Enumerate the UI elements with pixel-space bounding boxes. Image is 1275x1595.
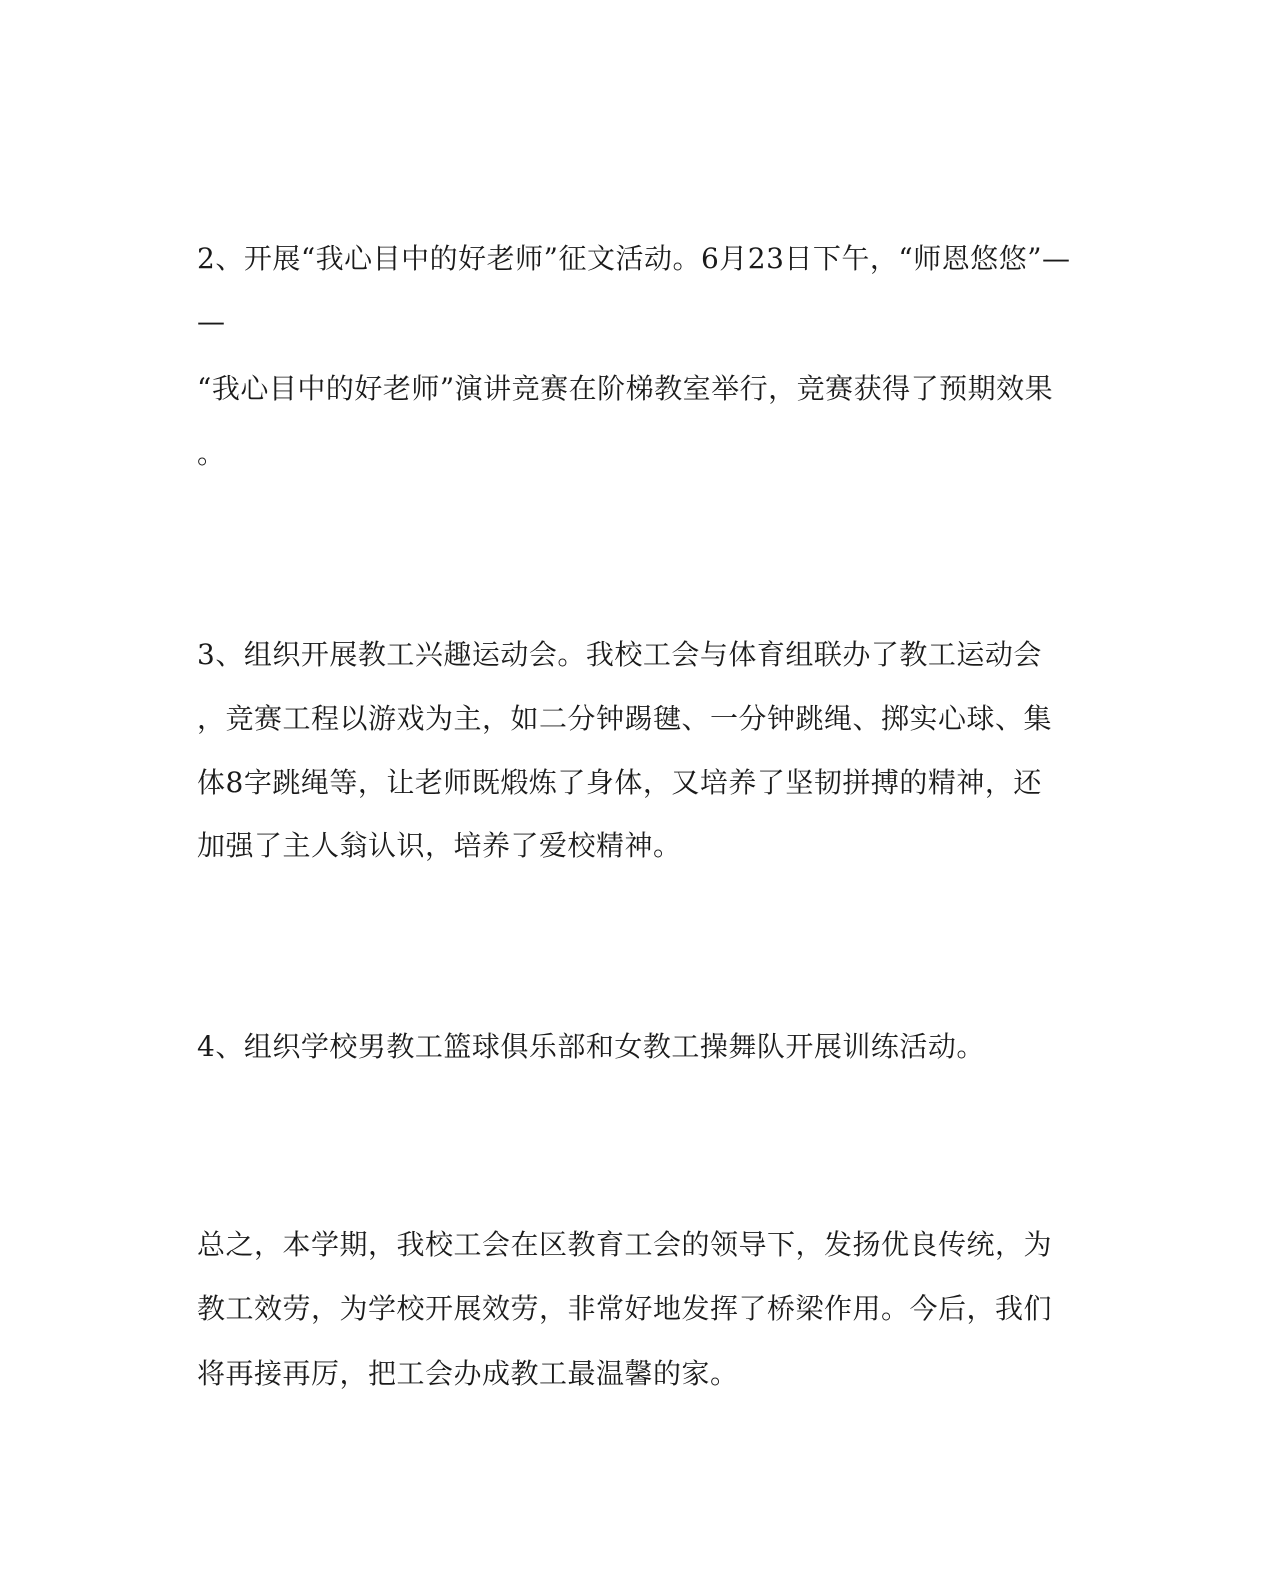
- text-line: 4、组织学校男教工篮球俱乐部和女教工操舞队开展训练活动。: [197, 1030, 985, 1063]
- text-line: “我心目中的好老师”演讲竞赛在阶梯教室举行，竞赛获得了预期效果: [197, 372, 1054, 405]
- text-line: 2、开展“我心目中的好老师”征文活动。6月23日下午，“师恩悠悠”—: [197, 242, 1071, 275]
- text-line: 加强了主人翁认识，培养了爱校精神。: [197, 829, 682, 862]
- text-line: 将再接再厉，把工会办成教工最温馨的家。: [197, 1357, 739, 1390]
- text-line: ，竞赛工程以游戏为主，如二分钟踢毽、一分钟跳绳、掷实心球、集: [197, 702, 1053, 735]
- text-line: 总之，本学期，我校工会在区教育工会的领导下，发扬优良传统，为: [197, 1228, 1053, 1261]
- text-line: 3、组织开展教工兴趣运动会。我校工会与体育组联办了教工运动会: [197, 638, 1042, 671]
- text-line: 。: [197, 437, 226, 470]
- text-line: 体8字跳绳等，让老师既煅炼了身体，又培养了坚韧拼搏的精神，还: [197, 766, 1042, 799]
- text-line: 教工效劳，为学校开展效劳，非常好地发挥了桥梁作用。今后，我们: [197, 1292, 1053, 1325]
- text-line: —: [197, 305, 226, 338]
